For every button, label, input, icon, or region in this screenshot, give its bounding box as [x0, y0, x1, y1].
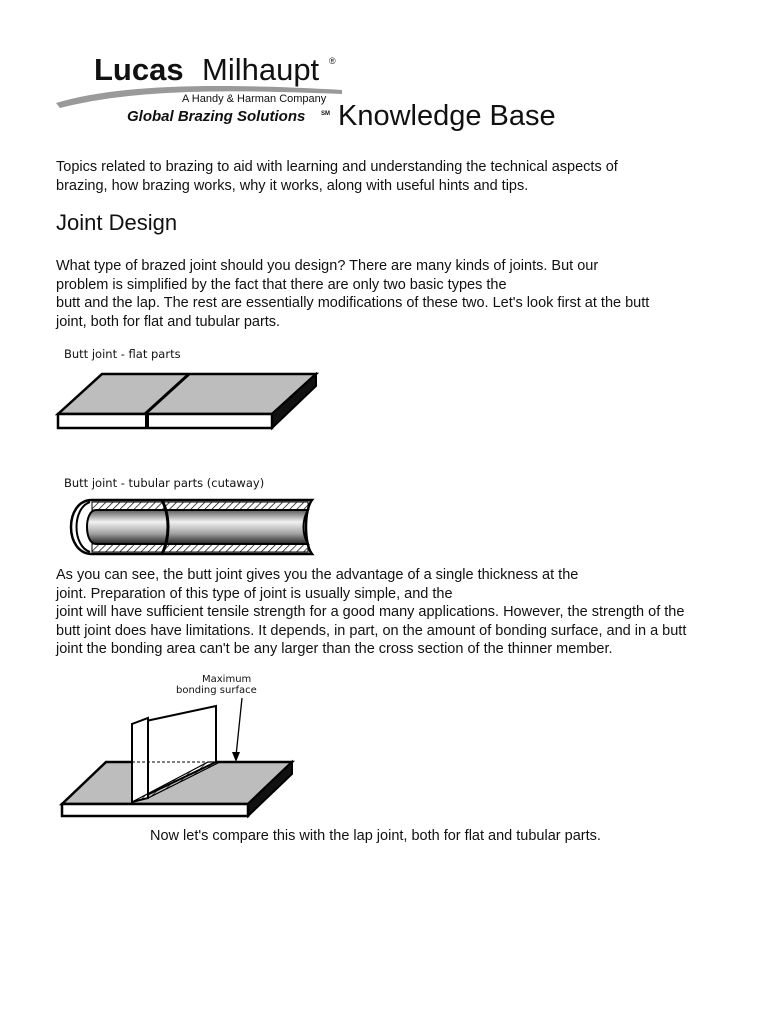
butt-joint-tube-diagram	[62, 496, 322, 558]
figure-butt-tube-label: Butt joint - tubular parts (cutaway)	[64, 476, 265, 490]
paragraph-line: butt and the lap. The rest are essentially modifications of these two. Let's look first at the butt	[56, 295, 650, 311]
paragraph-lap-joint-intro: Now let's compare this with the lap joint, both for flat and tubular parts.	[150, 828, 601, 844]
logo-registered-mark: ®	[329, 56, 336, 66]
paragraph-line: As you can see, the butt joint gives you the advantage of a single thickness at the	[56, 567, 579, 583]
paragraph-line: joint, both for flat and tubular parts.	[56, 313, 281, 330]
logo-slogan-mark: SM	[321, 111, 330, 117]
figure-butt-flat-label: Butt joint - flat parts	[64, 347, 181, 361]
intro-paragraph	[56, 158, 716, 196]
paragraph-line: joint will have sufficient tensile strength for a good many applications. However, the strength of the	[56, 604, 685, 620]
paragraph-line: butt joint does have limitations. It depends, in part, on the amount of bonding surface, and in a butt	[56, 622, 687, 639]
figure-bonding-label-line1: Maximum	[202, 674, 252, 685]
butt-joint-flat-diagram	[54, 368, 320, 436]
page-title: Knowledge Base	[338, 100, 556, 132]
logo-slogan: Global Brazing Solutions	[127, 108, 306, 125]
section-heading: Joint Design	[56, 210, 178, 235]
paragraph-line: problem is simplified by the fact that there are only two basic types the	[56, 276, 507, 293]
paragraph-butt-joint	[56, 566, 726, 659]
paragraph-joint-types	[56, 257, 726, 331]
bonding-surface-diagram	[58, 670, 298, 822]
paragraph-line: joint. Preparation of this type of joint is usually simple, and the	[56, 585, 453, 602]
lucas-milhaupt-logo	[52, 48, 352, 128]
logo-brand-bold: Lucas	[94, 52, 184, 87]
paragraph-line: What type of brazed joint should you design? There are many kinds of joints. But our	[56, 258, 599, 274]
logo-tagline: A Handy & Harman Company	[182, 93, 327, 105]
figure-bonding-label-line2: bonding surface	[176, 685, 257, 696]
intro-line: Topics related to brazing to aid with learning and understanding the technical aspects of	[56, 159, 618, 175]
intro-line: brazing, how brazing works, why it works, along with useful hints and tips.	[56, 178, 529, 194]
logo-brand-light: Milhaupt	[202, 52, 320, 87]
paragraph-line: joint the bonding area can't be any larger than the cross section of the thinner member.	[56, 641, 613, 657]
